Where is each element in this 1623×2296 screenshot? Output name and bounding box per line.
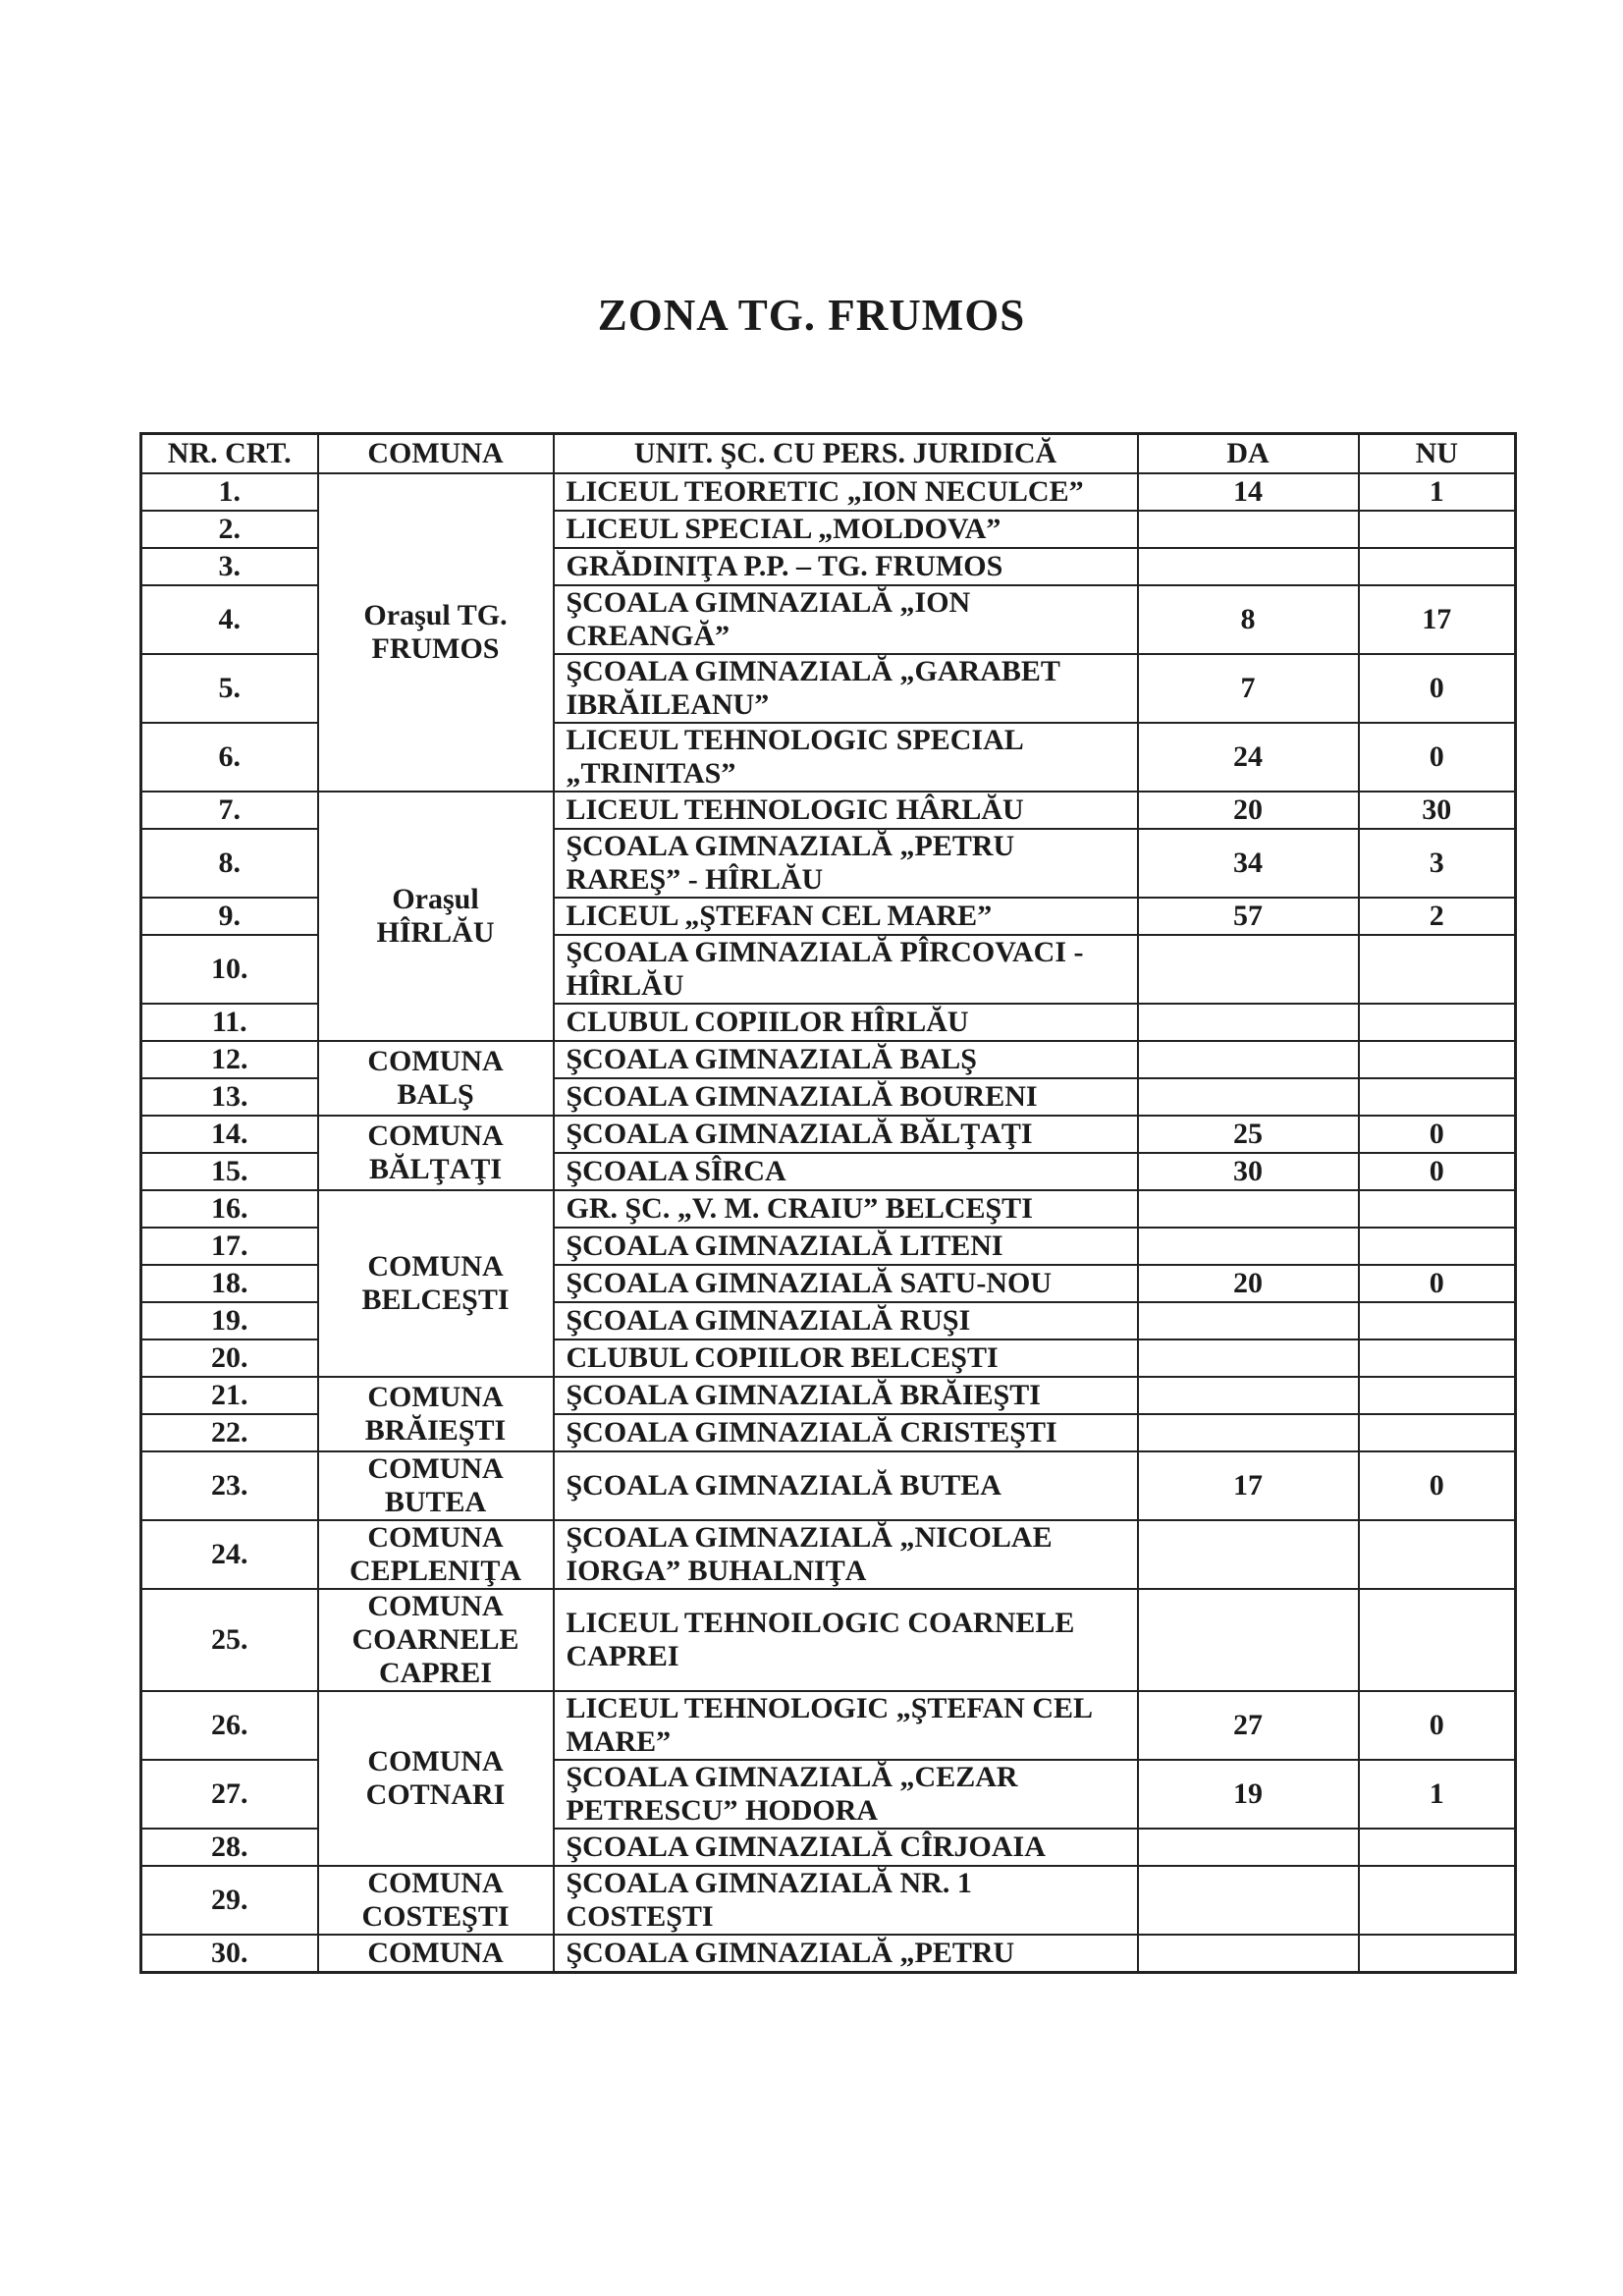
row-number: 24. [141, 1520, 318, 1589]
table-row [141, 1935, 1516, 1973]
unit-name: ŞCOALA GIMNAZIALĂ „PETRU RAREŞ” - HÎRLĂU [554, 829, 1138, 898]
table-row [141, 1041, 1516, 1078]
da-value: 30 [1138, 1153, 1359, 1190]
da-value [1138, 1414, 1359, 1451]
da-value: 34 [1138, 829, 1359, 898]
nu-value [1359, 548, 1516, 585]
row-number: 14. [141, 1116, 318, 1153]
unit-name: CLUBUL COPIILOR BELCEŞTI [554, 1339, 1138, 1377]
unit-name: GR. ŞC. „V. M. CRAIU” BELCEŞTI [554, 1190, 1138, 1228]
row-number: 20. [141, 1339, 318, 1377]
nu-value: 1 [1359, 1760, 1516, 1829]
schools-table-wrapper [139, 432, 1517, 1974]
nu-value [1359, 1935, 1516, 1973]
row-number: 29. [141, 1866, 318, 1935]
nu-value: 2 [1359, 898, 1516, 935]
table-header-row [141, 434, 1516, 474]
row-number: 22. [141, 1414, 318, 1451]
da-value: 57 [1138, 898, 1359, 935]
comuna-cell: COMUNA COSTEŞTI [318, 1866, 554, 1935]
da-value: 8 [1138, 585, 1359, 654]
da-value [1138, 1377, 1359, 1414]
table-row [141, 1520, 1516, 1589]
nu-value [1359, 1004, 1516, 1041]
nu-value [1359, 1190, 1516, 1228]
unit-name: ŞCOALA GIMNAZIALĂ BRĂIEŞTI [554, 1377, 1138, 1414]
row-number: 8. [141, 829, 318, 898]
unit-name: LICEUL TEHNOLOGIC SPECIAL „TRINITAS” [554, 723, 1138, 792]
da-value [1138, 548, 1359, 585]
da-value [1138, 1829, 1359, 1866]
nu-value: 0 [1359, 1691, 1516, 1760]
da-value [1138, 1935, 1359, 1973]
row-number: 1. [141, 473, 318, 511]
da-value [1138, 1004, 1359, 1041]
nu-value [1359, 1589, 1516, 1691]
schools-table [139, 432, 1517, 1974]
unit-name: ŞCOALA GIMNAZIALĂ LITENI [554, 1228, 1138, 1265]
nu-value: 17 [1359, 585, 1516, 654]
nu-value: 3 [1359, 829, 1516, 898]
da-value: 24 [1138, 723, 1359, 792]
da-value: 27 [1138, 1691, 1359, 1760]
comuna-cell: Oraşul HÎRLĂU [318, 792, 554, 1041]
row-number: 25. [141, 1589, 318, 1691]
row-number: 9. [141, 898, 318, 935]
nu-value: 0 [1359, 654, 1516, 723]
row-number: 15. [141, 1153, 318, 1190]
comuna-cell: COMUNA [318, 1935, 554, 1973]
comuna-cell: COMUNA BĂLŢAŢI [318, 1116, 554, 1190]
header-unit: UNIT. ŞC. CU PERS. JURIDICĂ [554, 434, 1138, 474]
unit-name: ŞCOALA GIMNAZIALĂ „ION CREANGĂ” [554, 585, 1138, 654]
nu-value [1359, 1302, 1516, 1339]
unit-name: LICEUL SPECIAL „MOLDOVA” [554, 511, 1138, 548]
row-number: 17. [141, 1228, 318, 1265]
unit-name: ŞCOALA GIMNAZIALĂ BUTEA [554, 1451, 1138, 1520]
row-number: 30. [141, 1935, 318, 1973]
unit-name: ŞCOALA GIMNAZIALĂ BALŞ [554, 1041, 1138, 1078]
row-number: 3. [141, 548, 318, 585]
header-da: DA [1138, 434, 1359, 474]
header-nr-crt: NR. CRT. [141, 434, 318, 474]
unit-name: LICEUL TEORETIC „ION NECULCE” [554, 473, 1138, 511]
da-value [1138, 1520, 1359, 1589]
page-title: ZONA TG. FRUMOS [597, 291, 1026, 340]
comuna-cell: COMUNA COARNELE CAPREI [318, 1589, 554, 1691]
table-row [141, 1451, 1516, 1520]
nu-value [1359, 1228, 1516, 1265]
unit-name: ŞCOALA GIMNAZIALĂ NR. 1 COSTEŞTI [554, 1866, 1138, 1935]
row-number: 27. [141, 1760, 318, 1829]
row-number: 26. [141, 1691, 318, 1760]
unit-name: ŞCOALA GIMNAZIALĂ BOURENI [554, 1078, 1138, 1116]
comuna-cell: Oraşul TG. FRUMOS [318, 473, 554, 792]
da-value [1138, 1866, 1359, 1935]
unit-name: ŞCOALA GIMNAZIALĂ CRISTEŞTI [554, 1414, 1138, 1451]
unit-name: ŞCOALA GIMNAZIALĂ „PETRU [554, 1935, 1138, 1973]
nu-value [1359, 1078, 1516, 1116]
row-number: 18. [141, 1265, 318, 1302]
comuna-cell: COMUNA BALŞ [318, 1041, 554, 1116]
row-number: 28. [141, 1829, 318, 1866]
nu-value [1359, 1339, 1516, 1377]
da-value: 19 [1138, 1760, 1359, 1829]
unit-name: ŞCOALA GIMNAZIALĂ RUŞI [554, 1302, 1138, 1339]
row-number: 13. [141, 1078, 318, 1116]
da-value [1138, 511, 1359, 548]
nu-value: 1 [1359, 473, 1516, 511]
da-value [1138, 1589, 1359, 1691]
nu-value [1359, 1520, 1516, 1589]
nu-value [1359, 1866, 1516, 1935]
da-value [1138, 1041, 1359, 1078]
nu-value: 0 [1359, 1265, 1516, 1302]
da-value [1138, 1078, 1359, 1116]
table-row [141, 1691, 1516, 1760]
da-value [1138, 1190, 1359, 1228]
unit-name: CLUBUL COPIILOR HÎRLĂU [554, 1004, 1138, 1041]
nu-value [1359, 1829, 1516, 1866]
da-value [1138, 935, 1359, 1004]
comuna-cell: COMUNA BUTEA [318, 1451, 554, 1520]
unit-name: ŞCOALA GIMNAZIALĂ SATU-NOU [554, 1265, 1138, 1302]
row-number: 11. [141, 1004, 318, 1041]
row-number: 6. [141, 723, 318, 792]
unit-name: GRĂDINIŢA P.P. – TG. FRUMOS [554, 548, 1138, 585]
header-comuna: COMUNA [318, 434, 554, 474]
unit-name: ŞCOALA GIMNAZIALĂ „NICOLAE IORGA” BUHALNIŢA [554, 1520, 1138, 1589]
nu-value: 0 [1359, 1153, 1516, 1190]
row-number: 7. [141, 792, 318, 829]
table-row [141, 1866, 1516, 1935]
da-value: 14 [1138, 473, 1359, 511]
da-value: 7 [1138, 654, 1359, 723]
nu-value [1359, 935, 1516, 1004]
da-value: 25 [1138, 1116, 1359, 1153]
table-row [141, 473, 1516, 511]
row-number: 2. [141, 511, 318, 548]
nu-value: 0 [1359, 1116, 1516, 1153]
table-row [141, 1190, 1516, 1228]
row-number: 21. [141, 1377, 318, 1414]
row-number: 5. [141, 654, 318, 723]
unit-name: LICEUL TEHNOILOGIC COARNELE CAPREI [554, 1589, 1138, 1691]
unit-name: ŞCOALA GIMNAZIALĂ „GARABET IBRĂILEANU” [554, 654, 1138, 723]
row-number: 16. [141, 1190, 318, 1228]
table-row [141, 1116, 1516, 1153]
da-value [1138, 1228, 1359, 1265]
da-value: 20 [1138, 1265, 1359, 1302]
nu-value: 0 [1359, 723, 1516, 792]
row-number: 10. [141, 935, 318, 1004]
unit-name: ŞCOALA GIMNAZIALĂ CÎRJOAIA [554, 1829, 1138, 1866]
row-number: 12. [141, 1041, 318, 1078]
table-body [141, 473, 1516, 1973]
unit-name: ŞCOALA GIMNAZIALĂ PÎRCOVACI - HÎRLĂU [554, 935, 1138, 1004]
table-row [141, 1377, 1516, 1414]
comuna-cell: COMUNA BELCEŞTI [318, 1190, 554, 1377]
nu-value [1359, 1377, 1516, 1414]
unit-name: ŞCOALA GIMNAZIALĂ „CEZAR PETRESCU” HODORA [554, 1760, 1138, 1829]
unit-name: ŞCOALA SÎRCA [554, 1153, 1138, 1190]
table-row [141, 792, 1516, 829]
comuna-cell: COMUNA BRĂIEŞTI [318, 1377, 554, 1451]
nu-value [1359, 1414, 1516, 1451]
row-number: 19. [141, 1302, 318, 1339]
da-value: 20 [1138, 792, 1359, 829]
header-nu: NU [1359, 434, 1516, 474]
da-value: 17 [1138, 1451, 1359, 1520]
comuna-cell: COMUNA CEPLENIŢA [318, 1520, 554, 1589]
da-value [1138, 1302, 1359, 1339]
nu-value [1359, 511, 1516, 548]
unit-name: ŞCOALA GIMNAZIALĂ BĂLŢAŢI [554, 1116, 1138, 1153]
unit-name: LICEUL TEHNOLOGIC HÂRLĂU [554, 792, 1138, 829]
row-number: 4. [141, 585, 318, 654]
nu-value [1359, 1041, 1516, 1078]
comuna-cell: COMUNA COTNARI [318, 1691, 554, 1866]
row-number: 23. [141, 1451, 318, 1520]
unit-name: LICEUL „ŞTEFAN CEL MARE” [554, 898, 1138, 935]
nu-value: 0 [1359, 1451, 1516, 1520]
table-row [141, 1589, 1516, 1691]
unit-name: LICEUL TEHNOLOGIC „ŞTEFAN CEL MARE” [554, 1691, 1138, 1760]
da-value [1138, 1339, 1359, 1377]
nu-value: 30 [1359, 792, 1516, 829]
